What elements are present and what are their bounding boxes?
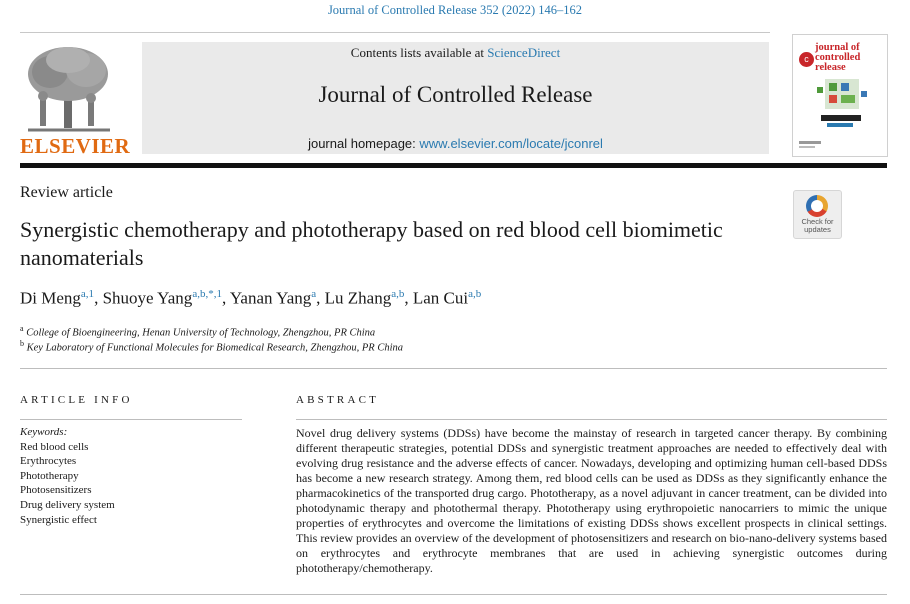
contents-line [142, 45, 769, 61]
sciencedirect-link[interactable]: ScienceDirect [487, 45, 561, 60]
author-name[interactable]: Yanan Yang [229, 288, 312, 308]
contents-prefix: Contents lists available at [350, 45, 488, 60]
author-name[interactable]: Di Meng [20, 288, 81, 308]
cover-title: journal of controlled release [815, 42, 861, 73]
keyword: Erythrocytes [20, 455, 77, 468]
author-name[interactable]: Shuoye Yang [102, 288, 193, 308]
publisher-logo-text[interactable]: ELSEVIER [20, 134, 131, 158]
keyword-list [20, 440, 115, 528]
author-separator: , [94, 288, 103, 308]
affiliation-text: Key Laboratory of Functional Molecules for Biomedical Research, Zhengzhou, PR China [26, 342, 404, 354]
keyword: Phototherapy [20, 469, 79, 482]
top-divider [20, 32, 770, 33]
author-affiliation-marks[interactable]: a,b,*,1 [192, 288, 222, 300]
journal-citation-link[interactable]: Journal of Controlled Release 352 (2022) 146–162 [327, 3, 583, 17]
author-name[interactable]: Lu Zhang [324, 288, 392, 308]
check-for-updates-label: Check for updates [801, 217, 834, 234]
bottom-divider [20, 594, 887, 595]
abstract-text: Novel drug delivery systems (DDSs) have become the mainstay of research in targeted cancer therapy. By combining different therapeutic strategies, potential DDSs and synergistic treatment approaches are needed to effectively deal with evolving drug resistance and the adverse effects of cancer. Nowadays, developing and optimizing human cell-based DDSs has become a new research strategy. Among them, red blood cells can be used as DDSs as they significantly enhance the pharmacokinetics of the transported drug cargo. Phototherapy, as a novel adjuvant in cancer treatment, can be divided into photodynamic therapy and photothermal therapy. Phototherapy using erythropoietic nanocarriers to mimic the unique properties of erythrocytes and overcome the limitations of existing DDSs shows excellent prospects in clinical settings. This review provides an overview of the development of photosensitizers and research on bio-nano-delivery systems based on erythrocytes and erythrocyte membranes that are used in achieving synergistic outcomes during phototherapy/chemotherapy. [296, 426, 887, 575]
affiliation-text: College of Bioengineering, Henan University of Technology, Zhengzhou, PR China [26, 327, 376, 339]
affiliation-mark: b [20, 339, 24, 348]
keyword: Drug delivery system [20, 498, 115, 511]
author-separator: , [316, 288, 325, 308]
author-separator: , [404, 288, 413, 308]
homepage-prefix: journal homepage: [308, 136, 420, 151]
crossmark-icon [806, 195, 828, 217]
journal-banner [142, 42, 769, 154]
abstract-divider [296, 419, 887, 420]
cover-badge-icon: c [799, 52, 814, 67]
homepage-link[interactable]: www.elsevier.com/locate/jconrel [419, 136, 603, 151]
journal-title: Journal of Controlled Release [318, 82, 593, 107]
author-affiliation-marks[interactable]: a [311, 288, 317, 300]
author-affiliation-marks[interactable]: a,b [391, 288, 405, 300]
abstract-heading: ABSTRACT [296, 394, 380, 406]
keyword: Red blood cells [20, 440, 89, 453]
article-type: Review article [20, 184, 113, 201]
author-affiliation-marks[interactable]: a,b [468, 288, 482, 300]
check-for-updates-button[interactable] [793, 190, 842, 239]
author-separator: , [221, 288, 230, 308]
keyword: Synergistic effect [20, 513, 97, 526]
article-info-heading: ARTICLE INFO [20, 394, 133, 406]
keyword: Photosensitizers [20, 484, 92, 497]
author-list [20, 288, 481, 309]
keywords-block [20, 425, 115, 527]
article-info-divider [20, 419, 242, 420]
affiliation [20, 324, 375, 339]
cover-artwork-icon [793, 35, 887, 156]
affiliation-mark: a [20, 324, 24, 333]
header-thick-divider [20, 163, 887, 168]
keywords-label: Keywords: [20, 426, 68, 438]
affiliation [20, 339, 403, 354]
journal-cover-thumbnail[interactable] [792, 34, 888, 157]
section-divider [20, 368, 887, 369]
author-affiliation-marks[interactable]: a,1 [80, 288, 95, 300]
article-title: Synergistic chemotherapy and phototherapy based on red blood cell biomimetic nanomaterials [20, 217, 723, 270]
author-name[interactable]: Lan Cui [412, 288, 469, 308]
homepage-line [142, 136, 769, 151]
